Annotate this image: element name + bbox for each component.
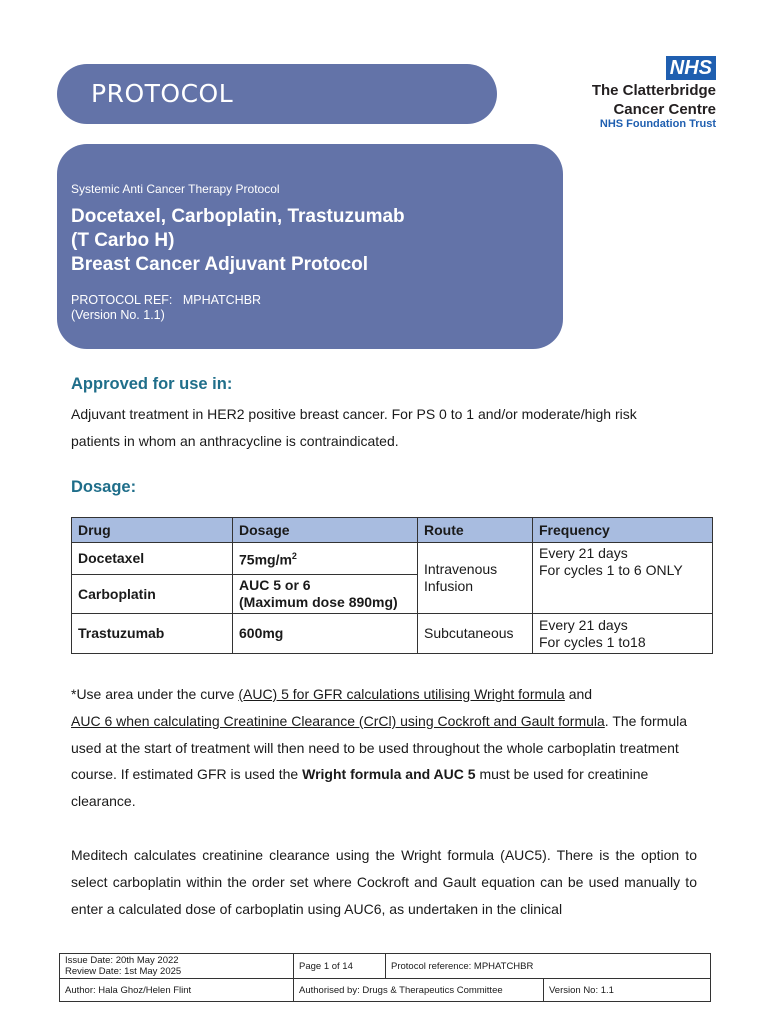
doc-title bbox=[71, 205, 405, 277]
table-row bbox=[72, 614, 713, 654]
route-cell: Subcutaneous bbox=[418, 614, 533, 654]
org-name-line2: Cancer Centre bbox=[613, 101, 716, 118]
frequency-cell bbox=[533, 543, 713, 614]
auc-note-underlined-1: (AUC) 5 for GFR calculations utilising Wright formula bbox=[238, 686, 565, 702]
drug-cell: Carboplatin bbox=[72, 575, 233, 614]
auc-note bbox=[71, 681, 697, 815]
auc-note-bold: Wright formula and AUC 5 bbox=[302, 766, 476, 783]
doc-title-line2: (T Carbo H) bbox=[71, 230, 175, 251]
version-line: (Version No. 1.1) bbox=[71, 308, 165, 322]
issue-date: Issue Date: 20th May 2022 bbox=[65, 955, 179, 966]
dose-cell: 600mg bbox=[233, 614, 418, 654]
review-date: Review Date: 1st May 2025 bbox=[65, 966, 182, 977]
table-row bbox=[72, 543, 713, 575]
nhs-logo-badge: NHS bbox=[666, 56, 716, 80]
doc-title-line1: Docetaxel, Carboplatin, Trastuzumab bbox=[71, 206, 405, 227]
drug-cell: Trastuzumab bbox=[72, 614, 233, 654]
footer-row bbox=[60, 954, 711, 979]
approved-line1: Adjuvant treatment in HER2 positive breast cancer. For PS 0 to 1 and/or moderate/high risk bbox=[71, 406, 637, 422]
protocol-ref bbox=[71, 293, 261, 323]
frequency-line2: For cycles 1 to18 bbox=[539, 633, 646, 650]
frequency-line2: For cycles 1 to 6 ONLY bbox=[539, 562, 683, 578]
protocol-banner-label: PROTOCOL bbox=[91, 79, 234, 108]
frequency-line1: Every 21 days bbox=[539, 545, 628, 561]
doc-title-line3: Breast Cancer Adjuvant Protocol bbox=[71, 254, 369, 275]
dosage-heading: Dosage: bbox=[71, 478, 137, 496]
protocol-ref-line: PROTOCOL REF: MPHATCHBR bbox=[71, 293, 262, 307]
col-header-dosage: Dosage bbox=[233, 518, 418, 543]
page-number: Page 1 of 14 bbox=[294, 954, 386, 979]
dose-value: 75mg/m bbox=[239, 551, 292, 568]
route-cell: Intravenous Infusion bbox=[418, 543, 533, 614]
approved-text bbox=[71, 401, 697, 455]
footer-author: Author: Hala Ghoz/Helen Flint bbox=[60, 979, 294, 1002]
dosage-table bbox=[71, 517, 713, 654]
col-header-frequency: Frequency bbox=[533, 518, 713, 543]
auc-note-text: . The formula used at the start of treatment will then need to be used throughout the whole carboplatin treatment course. If estimated GFR is used the bbox=[71, 712, 688, 783]
auc-note-text: and bbox=[564, 686, 593, 702]
drug-cell: Docetaxel bbox=[72, 543, 233, 575]
org-name-line1: The Clatterbridge bbox=[591, 82, 716, 99]
dose-cell bbox=[233, 543, 418, 575]
dose-superscript: 2 bbox=[291, 551, 297, 562]
dose-line2: (Maximum dose 890mg) bbox=[239, 594, 398, 610]
col-header-route: Route bbox=[418, 518, 533, 543]
protocol-banner bbox=[57, 64, 497, 124]
title-box bbox=[57, 144, 563, 349]
org-name-line3: NHS Foundation Trust bbox=[599, 118, 716, 130]
dose-line1: AUC 5 or 6 bbox=[239, 577, 311, 593]
footer-protocol-ref: Protocol reference: MPHATCHBR bbox=[386, 954, 711, 979]
doc-subtitle: Systemic Anti Cancer Therapy Protocol bbox=[71, 182, 280, 196]
dose-cell bbox=[233, 575, 418, 614]
auc-note-underlined-2: AUC 6 when calculating Creatinine Clearance (CrCl) using Cockroft and Gault formula bbox=[71, 712, 605, 729]
table-header-row bbox=[72, 518, 713, 543]
approved-line2: patients in whom an anthracycline is contraindicated. bbox=[71, 432, 399, 449]
frequency-line1: Every 21 days bbox=[539, 616, 628, 633]
auc-note-text: *Use area under the curve bbox=[71, 686, 239, 702]
frequency-cell bbox=[533, 614, 713, 654]
col-header-drug: Drug bbox=[72, 518, 233, 543]
nhs-logo bbox=[576, 56, 716, 131]
auc-note-text: must be used for creatinine clearance. bbox=[71, 766, 649, 810]
footer-version: Version No: 1.1 bbox=[544, 979, 711, 1002]
footer-dates bbox=[60, 954, 294, 979]
footer-authorised: Authorised by: Drugs & Therapeutics Committee bbox=[294, 979, 544, 1002]
meditech-note: Meditech calculates creatinine clearance using the Wright formula (AUC5). There is the option to select carboplatin within the order set where Cockroft and Gault equation can be used manually to enter a calculated dose of carboplatin using AUC6, as undertaken in the clinical bbox=[71, 847, 697, 917]
approved-heading: Approved for use in: bbox=[71, 375, 233, 393]
footer-row bbox=[60, 979, 711, 1002]
footer-table bbox=[59, 953, 711, 1002]
